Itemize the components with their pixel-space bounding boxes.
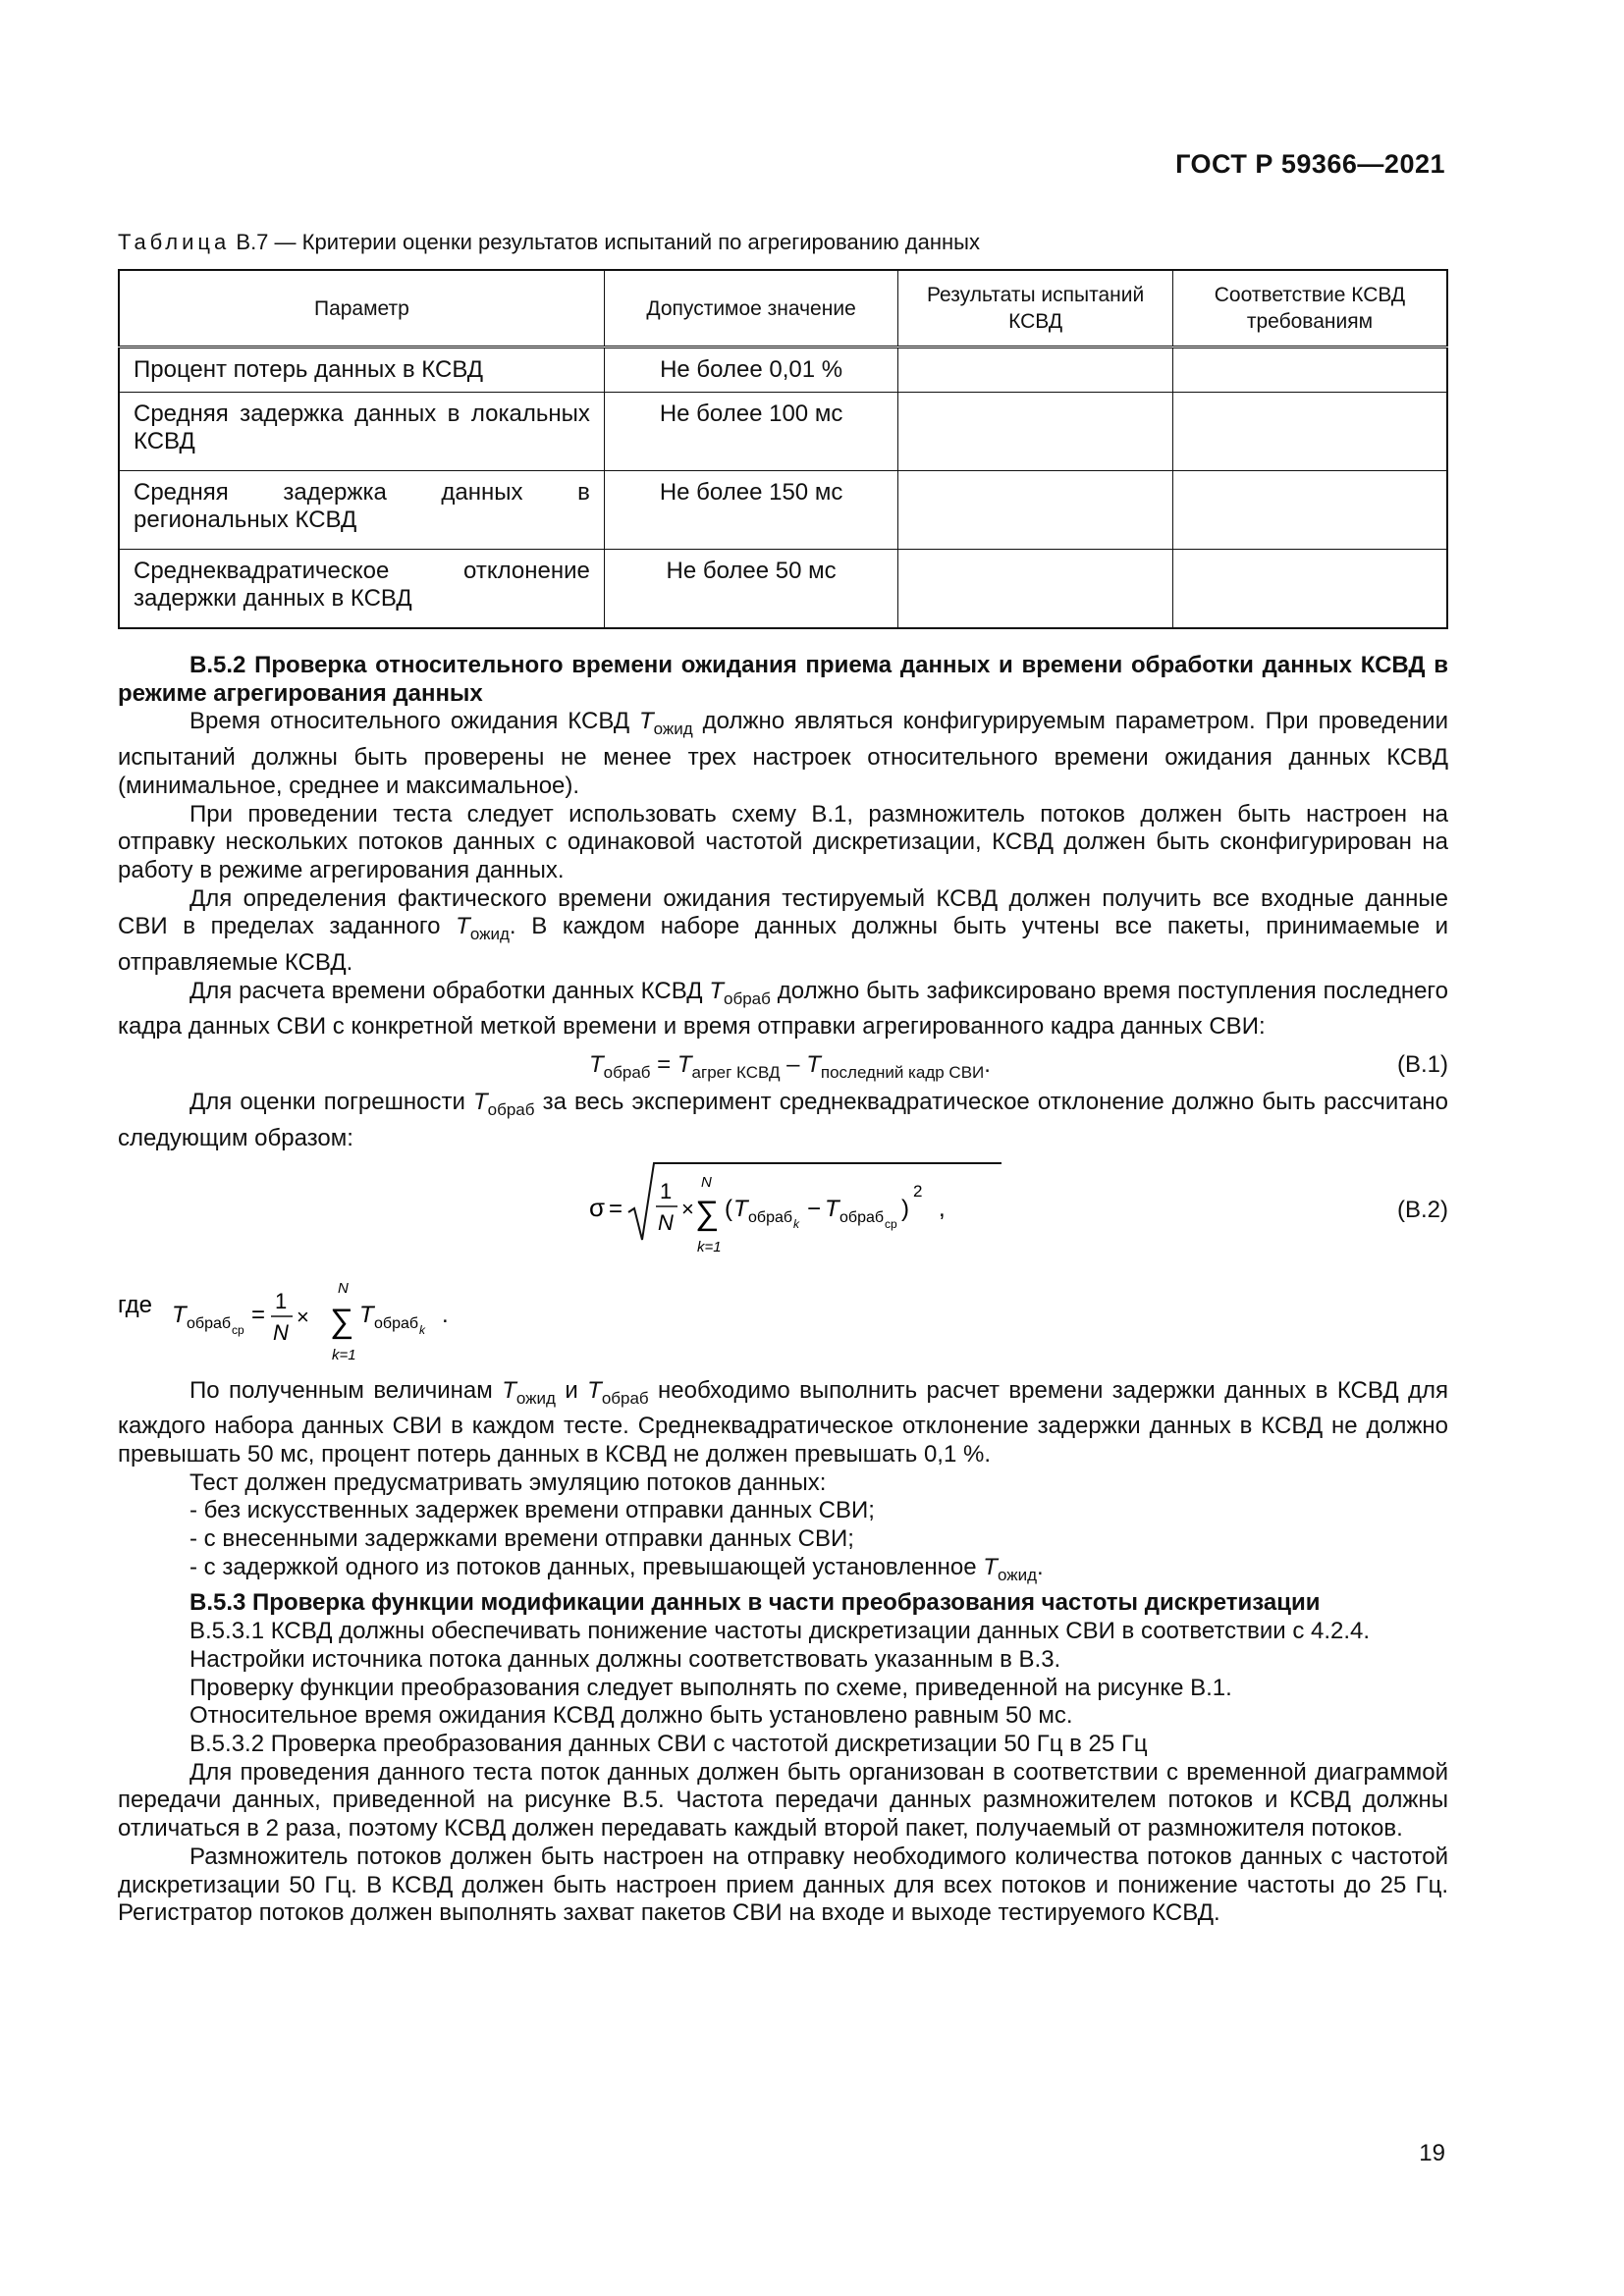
formula-b2 bbox=[118, 1161, 1448, 1259]
param-cell: Среднеквадратическое отклонение задержки данных в КСВД bbox=[119, 550, 604, 628]
page-number: 19 bbox=[1419, 2140, 1445, 2166]
paragraph: Для проведения данного теста поток данных должен быть организован в соответствии с временной диаграммой передачи данных, приведенной на рисунке В.5. Частота передачи данных размножителем потоков и КСВД должны отличаться в 2 раза, поэтому КСВД должен передавать каждый второй пакет, получаемый от размножителя потоков. bbox=[118, 1758, 1448, 1842]
svg-text:T: T bbox=[359, 1301, 374, 1328]
formula-b2-expression bbox=[589, 1161, 1001, 1259]
document-id: ГОСТ Р 59366—2021 bbox=[1175, 149, 1445, 179]
svg-text:T: T bbox=[172, 1301, 187, 1328]
paragraph: Время относительного ожидания КСВД $T_{ожид}$ должно являться конфигурируемым параметром. При проведении испытаний должны быть проверены не менее трех настроек относительного времени ожидания данных КСВД (минимальное, среднее и максимальное). bbox=[118, 708, 1448, 799]
svg-text:обраб: обраб bbox=[839, 1208, 885, 1226]
compliance-cell bbox=[1172, 347, 1447, 393]
formula-b1-number: (В.1) bbox=[1396, 1051, 1448, 1079]
paragraph: Относительное время ожидания КСВД должно быть установлено равным 50 мс. bbox=[189, 1702, 1073, 1730]
table-caption bbox=[118, 230, 980, 255]
paragraph: Для расчета времени обработки данных КСВД $T_{обраб}$ должно быть зафиксировано время поступления последнего кадра данных СВИ с конкретной меткой времени и время отправки агрегированного кадра данных СВИ: bbox=[118, 977, 1449, 1041]
list-item: - с задержкой одного из потоков данных, превышающей установленное $T_{ожид}$. bbox=[189, 1553, 1044, 1584]
column-header: Соответствие КСВД требованиям bbox=[1172, 270, 1447, 347]
svg-text:обраб: обраб bbox=[374, 1314, 419, 1332]
paragraph: Для определения фактического времени ожидания тестируемый КСВД должен получить все входные данные СВИ в пределах заданного $T_{ожид}$. В каждом наборе данных должны быть учтены все пакеты, принимаемые и отправляемые КСВД. bbox=[118, 884, 1448, 977]
svg-text:N: N bbox=[658, 1209, 674, 1235]
svg-text:×: × bbox=[297, 1304, 309, 1329]
value-cell: Не более 150 мс bbox=[604, 471, 897, 550]
svg-text:k: k bbox=[419, 1322, 425, 1337]
svg-text:T: T bbox=[733, 1195, 748, 1222]
svg-text:N: N bbox=[338, 1279, 349, 1297]
formula-b2-number: (В.2) bbox=[1396, 1196, 1448, 1223]
table-caption-text: В.7 — Критерии оценки результатов испытаний по агрегированию данных bbox=[236, 230, 980, 254]
criteria-table bbox=[118, 269, 1448, 629]
paragraph: Для оценки погрешности $T_{обраб}$ за весь эксперимент среднеквадратическое отклонение должно быть рассчитано следующим образом: bbox=[118, 1089, 1448, 1151]
table-caption-prefix: Таблица bbox=[118, 230, 231, 254]
paragraph: В.5.3.1 КСВД должны обеспечивать понижение частоты дискретизации данных СВИ в соответствии с 4.2.4. bbox=[189, 1618, 1371, 1645]
svg-text:(: ( bbox=[725, 1195, 732, 1222]
svg-text:.: . bbox=[442, 1301, 449, 1328]
param-cell: Процент потерь данных в КСВД bbox=[119, 347, 604, 393]
result-cell bbox=[898, 393, 1173, 471]
svg-text:1: 1 bbox=[275, 1288, 288, 1313]
svg-text:=: = bbox=[609, 1195, 623, 1222]
svg-text:−: − bbox=[807, 1195, 822, 1222]
table-row bbox=[119, 550, 1447, 628]
paragraph: Размножитель потоков должен быть настроен на отправку необходимого количества потоков данных с частотой дискретизации 50 Гц. В КСВД должен быть настроен прием данных для всех потоков и понижение частоты до 25 Гц. Регистратор потоков должен выполнять захват пакетов СВИ на входе и выходе тестируемого КСВД. bbox=[118, 1842, 1448, 1927]
svg-text:×: × bbox=[681, 1196, 694, 1221]
paragraph: По полученным величинам $T_{ожид}$ и $T_{обраб}$ необходимо выполнить расчет времени задержки данных в КСВД для каждого набора данных СВИ в каждом тесте. Среднеквадратическое отклонение задержки данных в КСВД не должно превышать 50 мс, процент потерь данных в КСВД не должен превышать 0,1 %. bbox=[118, 1376, 1449, 1468]
svg-text:T: T bbox=[825, 1195, 839, 1222]
table-row bbox=[119, 393, 1447, 471]
table-row bbox=[119, 471, 1447, 550]
value-cell: Не более 0,01 % bbox=[604, 347, 897, 393]
svg-text:где: где bbox=[118, 1291, 153, 1318]
svg-text:∑: ∑ bbox=[330, 1302, 354, 1340]
svg-text:обраб: обраб bbox=[187, 1314, 232, 1332]
value-cell: Не более 50 мс bbox=[604, 550, 897, 628]
paragraph: Настройки источника потока данных должны соответствовать указанным в В.3. bbox=[189, 1645, 1061, 1673]
compliance-cell bbox=[1172, 471, 1447, 550]
table-row bbox=[119, 347, 1447, 393]
list-item: - с внесенными задержками времени отправки данных СВИ; bbox=[189, 1525, 854, 1553]
where-expression bbox=[118, 1273, 530, 1367]
svg-text:∑: ∑ bbox=[695, 1194, 720, 1232]
svg-text:ср: ср bbox=[885, 1216, 897, 1231]
svg-text:1: 1 bbox=[660, 1178, 673, 1203]
result-cell bbox=[898, 347, 1173, 393]
value-cell: Не более 100 мс bbox=[604, 393, 897, 471]
result-cell bbox=[898, 471, 1173, 550]
formula-b1-expression: $T_{обраб} = T_{агрег КСВД} - T_{последний кадр СВИ}$. bbox=[589, 1051, 991, 1083]
result-cell bbox=[898, 550, 1173, 628]
section-heading-b53: В.5.3 Проверка функции модификации данных в части преобразования частоты дискретизации bbox=[189, 1589, 1321, 1617]
svg-text:2: 2 bbox=[913, 1181, 923, 1201]
svg-text:σ: σ bbox=[589, 1192, 606, 1222]
svg-text:ср: ср bbox=[232, 1322, 244, 1337]
list-item: - без искусственных задержек времени отправки данных СВИ; bbox=[189, 1497, 875, 1524]
column-header: Параметр bbox=[119, 270, 604, 347]
svg-text:k=1: k=1 bbox=[697, 1238, 722, 1255]
svg-text:k=1: k=1 bbox=[332, 1346, 356, 1363]
table-header-row bbox=[119, 270, 1447, 347]
param-cell: Средняя задержка данных в локальных КСВД bbox=[119, 393, 604, 471]
formula-b1 bbox=[118, 1051, 1448, 1083]
compliance-cell bbox=[1172, 393, 1447, 471]
param-cell: Средняя задержка данных в региональных КСВД bbox=[119, 471, 604, 550]
compliance-cell bbox=[1172, 550, 1447, 628]
paragraph: Тест должен предусматривать эмуляцию потоков данных: bbox=[189, 1468, 827, 1496]
paragraph: В.5.3.2 Проверка преобразования данных СВИ с частотой дискретизации 50 Гц в 25 Гц bbox=[189, 1730, 1148, 1757]
svg-text:обраб: обраб bbox=[748, 1208, 793, 1226]
column-header: Результаты испытаний КСВД bbox=[898, 270, 1173, 347]
paragraph: При проведении теста следует использовать схему В.1, размножитель потоков должен быть настроен на отправку нескольких потоков данных с одинаковой частотой дискретизации, КСВД должен быть сконфигурирован на работу в режиме агрегирования данных. bbox=[118, 800, 1448, 883]
svg-text:,: , bbox=[939, 1195, 946, 1222]
svg-text:k: k bbox=[793, 1216, 799, 1231]
svg-text:N: N bbox=[701, 1173, 712, 1191]
paragraph: Проверку функции преобразования следует выполнять по схеме, приведенной на рисунке В.1. bbox=[189, 1674, 1232, 1701]
body-text bbox=[118, 652, 1448, 1928]
svg-text:=: = bbox=[251, 1301, 266, 1328]
svg-text:N: N bbox=[273, 1319, 289, 1345]
section-heading-b52: В.5.2 Проверка относительного времени ожидания приема данных и времени обработки данных КСВД в режиме агрегирования данных bbox=[118, 652, 1448, 707]
column-header: Допустимое значение bbox=[604, 270, 897, 347]
where-clause bbox=[118, 1273, 1448, 1367]
svg-text:): ) bbox=[901, 1195, 909, 1222]
